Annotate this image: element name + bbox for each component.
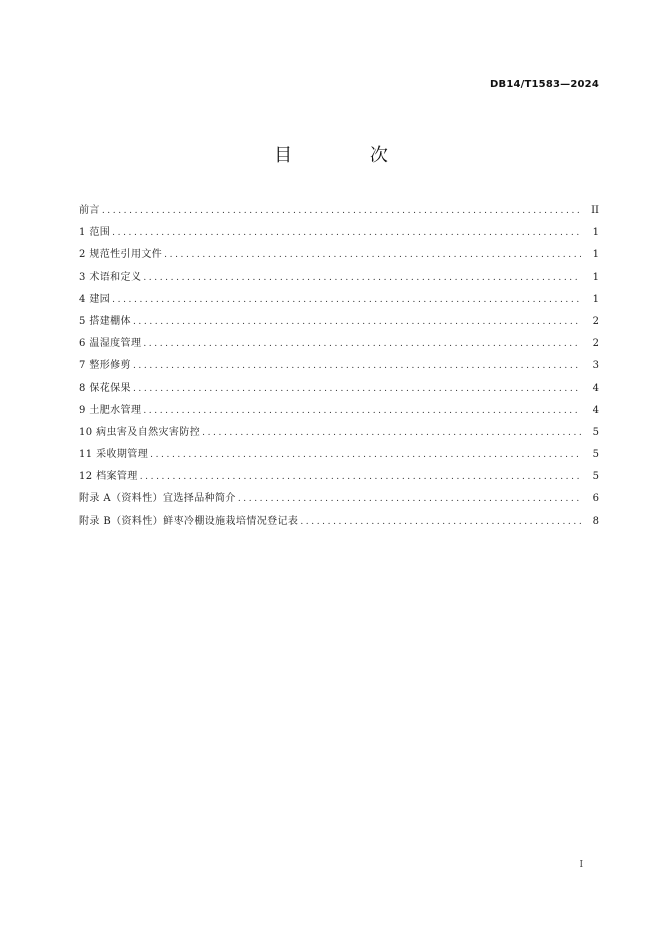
toc-leader-dots — [143, 333, 581, 355]
toc-entry-label: 前言 — [79, 205, 100, 216]
toc-entry-4[interactable] — [79, 289, 599, 311]
toc-entry-page: 2 — [592, 315, 599, 327]
toc-leader-dots — [140, 466, 581, 488]
toc-entry-page: 1 — [592, 227, 599, 239]
toc-entry-page: 1 — [592, 293, 599, 305]
toc-entry-page: 5 — [592, 449, 599, 461]
toc-entry-appendix-b[interactable] — [79, 511, 599, 533]
toc-entry-page: 4 — [592, 382, 599, 394]
page-title: 目 次 — [274, 145, 424, 166]
toc-leader-dots — [202, 422, 581, 444]
toc-entry-10[interactable] — [79, 422, 599, 444]
toc-entry-label: 1 范围 — [79, 227, 111, 239]
toc-entry-page: 5 — [592, 426, 599, 438]
toc-leader-dots — [143, 267, 581, 289]
toc-entry-7[interactable] — [79, 355, 599, 377]
toc-entry-12[interactable] — [79, 466, 599, 488]
toc-leader-dots — [150, 444, 581, 466]
toc-entry-label: 附录 B（资料性）鲜枣冷棚设施栽培情况登记表 — [79, 515, 299, 527]
toc-leader-dots — [164, 244, 581, 266]
toc-entry-label: 7 整形修剪 — [79, 360, 131, 372]
toc-leader-dots — [300, 511, 581, 533]
toc-leader-dots — [112, 222, 581, 244]
toc-entry-page: 1 — [592, 271, 599, 283]
toc-entry-page: II — [591, 205, 599, 216]
page-number: I — [579, 860, 583, 870]
toc-leader-dots — [238, 488, 581, 510]
table-of-contents — [79, 200, 599, 533]
toc-leader-dots — [143, 400, 581, 422]
toc-leader-dots — [112, 289, 581, 311]
toc-entry-label: 2 规范性引用文件 — [79, 249, 163, 261]
toc-leader-dots — [102, 200, 581, 222]
toc-entry-label: 5 搭建棚体 — [79, 315, 131, 327]
toc-entry-page: 1 — [592, 249, 599, 261]
toc-entry-label: 10 病虫害及自然灾害防控 — [79, 426, 201, 438]
toc-leader-dots — [133, 378, 581, 400]
toc-entry-label: 3 术语和定义 — [79, 271, 142, 283]
toc-entry-label: 附录 A（资料性）宜选择品种简介 — [79, 493, 236, 505]
toc-entry-page: 8 — [592, 515, 599, 527]
toc-entry-appendix-a[interactable] — [79, 488, 599, 510]
toc-entry-3[interactable] — [79, 267, 599, 289]
toc-entry-9[interactable] — [79, 400, 599, 422]
toc-entry-label: 11 采收期管理 — [79, 449, 149, 461]
toc-entry-page: 5 — [592, 471, 599, 483]
toc-entry-label: 6 温湿度管理 — [79, 338, 142, 350]
document-code: DB14/T1583—2024 — [490, 79, 599, 90]
toc-entry-preface[interactable] — [79, 200, 599, 222]
toc-entry-page: 4 — [592, 404, 599, 416]
toc-entry-6[interactable] — [79, 333, 599, 355]
toc-entry-label: 8 保花保果 — [79, 382, 131, 394]
toc-leader-dots — [133, 355, 581, 377]
toc-entry-page: 6 — [592, 493, 599, 505]
toc-entry-page: 3 — [592, 360, 599, 372]
toc-entry-label: 9 土肥水管理 — [79, 404, 142, 416]
toc-entry-1[interactable] — [79, 222, 599, 244]
toc-entry-label: 4 建园 — [79, 293, 111, 305]
toc-entry-2[interactable] — [79, 244, 599, 266]
toc-entry-5[interactable] — [79, 311, 599, 333]
toc-entry-11[interactable] — [79, 444, 599, 466]
toc-leader-dots — [133, 311, 581, 333]
toc-entry-label: 12 档案管理 — [79, 471, 138, 483]
toc-entry-8[interactable] — [79, 378, 599, 400]
toc-entry-page: 2 — [592, 338, 599, 350]
